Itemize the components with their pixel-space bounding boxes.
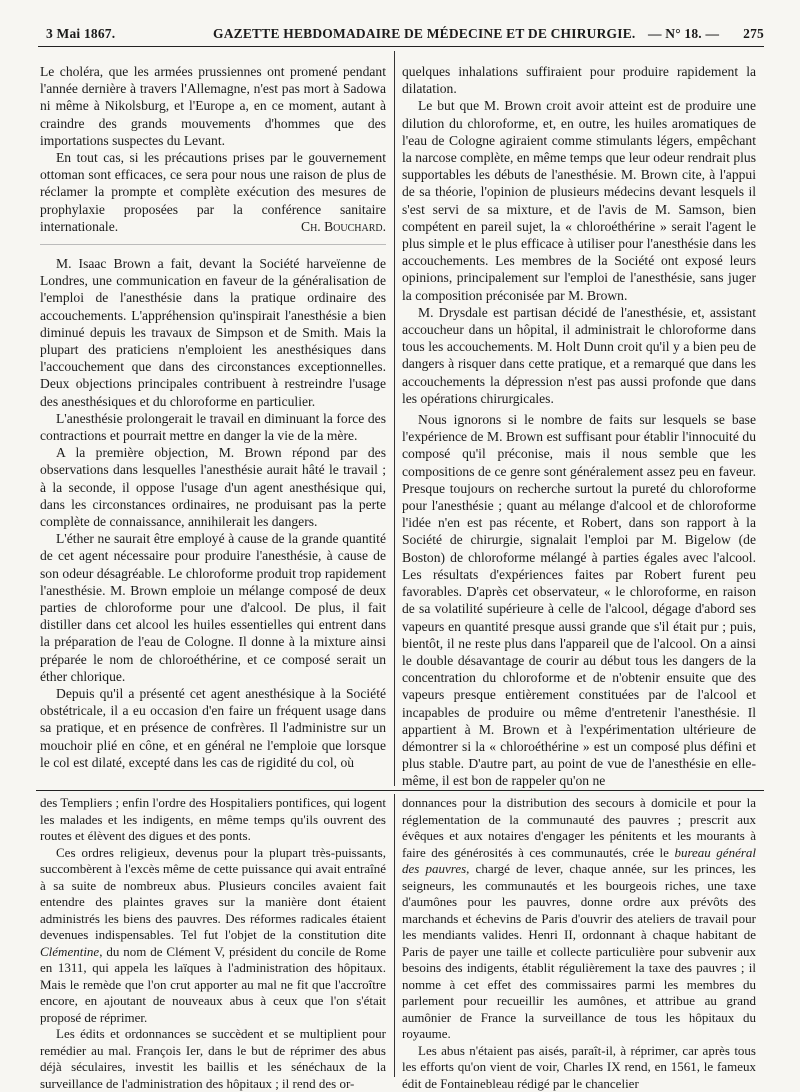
paragraph: [402, 795, 756, 1043]
paragraph: Le but que M. Brown croit avoir atteint est de produire une dilution du chloroforme, et, en outre, les huiles aromatiques de l'eau de Cologne agiraient comme stimulants légers, empêchant la narcose complète, en même temps que leur odeur rendrait plus supportables les débuts de l'anesthésie. M. Brown cite, à l'appui de sa théorie, l'opinion de plusieurs médecins devant lesquels il s'est servi de sa mixture, et de l'avis de M. Samson, bien compétent en pareil sujet, la « chloroéthérine » serait l'agent le plus simple et le plus efficace à utiliser pour l'anesthésie dans les accouchements. Les membres de la Société ont exposé leurs opinions, principalement sur l'emploi de l'anesthésie, sans juger la composition préconisée par M. Brown.: [402, 97, 756, 303]
running-header: [38, 26, 764, 46]
paragraph-text: Ces ordres religieux, devenus pour la plupart très-puissants, succombèrent à l'excès même de cette puissance qui avait entraîné à sa suite de nombreux abus. Plusieurs conciles avaient fait entendre des plaintes graves sur la manière dont étaient administrés les biens des pauvres. Des réformes radicales étaient devenues indispensables. Tel fut l'objet de la constitution dite: [40, 845, 386, 943]
header-page-number: 275: [743, 26, 764, 42]
paragraph-text: , du nom de Clément V, président du concile de Rome en 1311, qui appela les laïques à l'administration des hôpitaux. Mais le remède que l'on crut apporter au mal ne fit que l'accroître encore, en ajoutant de nouveaux abus à ceux que l'on s'était proposé de réprimer.: [40, 944, 386, 1025]
paragraph: Les édits et ordonnances se succèdent et se multiplient pour remédier au mal. François Ier, dans le but de réprimer des abus déjà séculaires, investit les baillis et les sénéchaux de la surveillance de l'administration des hôpitaux ; il rend des or-: [40, 1026, 386, 1092]
header-title: GAZETTE HEBDOMADAIRE DE MÉDECINE ET DE CHIRURGIE.: [213, 26, 636, 42]
paragraph: M. Drysdale est partisan décidé de l'anesthésie, et, assistant accoucheur dans un hôpital, il administrait le chloroforme dans tous les accouchements. M. Holt Dunn croit qu'il y a bien peu de dangers à risquer dans cette pratique, et a remarqué que dans les accouchements la dépression n'est pas aussi profonde que dans les opérations chirurgicales.: [402, 304, 756, 407]
anesthesia-article-left: [40, 255, 386, 786]
paragraph-text: , chargé de lever, chaque année, sur les princes, les seigneurs, les communautés et les bourgeois riches, une taxe d'aumônes pour les pauvres, donne ordre aux prévôts des marchands et échevins de Paris d'ouvrir des ateliers de travail pour les mendiants valides. Henri II, ordonnant à chaque habitant de Paris de payer une taille et collecte particulière pour subvenir aux besoins des indigents, établit régulièrement la taxe des pauvres ; il nomme à cet effet des commissaires parmi les membres du parlement pour recueillir les aumônes, et attribue au grand aumônier de France la surveillance de tous les hôpitaux du royaume.: [402, 861, 756, 1041]
paragraph: L'anesthésie prolongerait le travail en diminuant la force des contractions et pourrait mettre en danger la vie de la mère.: [40, 410, 386, 444]
paragraph: A la première objection, M. Brown répond par des observations dans lesquelles l'anesthésie aurait hâté le travail ; à la seconde, il oppose l'usage d'un agent anesthésique qui, dans les circonstances ordinaires, ne produisant pas la perte complète de connaissance, annihilerait les dangers.: [40, 444, 386, 530]
author-signature: Ch. Bouchard.: [301, 218, 386, 235]
column-divider: [394, 794, 395, 1077]
paragraph: Les abus n'étaient pas aisés, paraît-il, à réprimer, car après tous les efforts qu'on vient de voir, Charles IX rend, en 1561, le fameux édit de Fontainebleau rédigé par le chancelier: [402, 1043, 756, 1092]
paragraph: Nous ignorons si le nombre de faits sur lesquels se base l'expérience de M. Brown est suffisant pour établir l'innocuité du composé qu'il préconise, mais il nous semble que les compositions de ce genre sont généralement assez peu en faveur. Presque toujours on recherche surtout la pureté du chloroforme pour l'anesthésie ; quant au mélange d'alcool et de chloroforme l'idée n'en est pas récente, et Robert, dans son rapport à la Société de chirurgie, signalait l'emploi par M. Bigelow (de Boston) de chloroforme mélangé à parties égales avec l'alcool. Les résultats d'expériences faites par Robert furent peu favorables. D'après cet observateur, « le chloroforme, en raison de sa volatilité supérieure à celle de l'alcool, dégage d'abord ses vapeurs en quantité presque aussi grande que s'il était pur ; puis, bientôt, il ne reste plus dans l'appareil que de l'alcool. On a ainsi le double désavantage de courir au début tous les dangers de la concentration du chloroforme et de n'obtenir ensuite que des vapeurs presque entièrement constituées par de l'alcool et incapables de produire ou même d'entretenir l'anesthésie. Il appartient à M. Brown et à l'expérimentation ultérieure de démontrer si la « chloroéthérine » est un composé plus défini et plus stable. D'autre part, au point de vue de l'anesthésie en elle-même, il est bon de rappeler qu'on ne: [402, 411, 756, 789]
header-issue-number: — N° 18. —: [648, 26, 719, 42]
paragraph: quelques inhalations suffiraient pour produire rapidement la dilatation.: [402, 63, 756, 97]
paragraph: M. Isaac Brown a fait, devant la Société harveïenne de Londres, une communication en faveur de la généralisation de l'emploi de l'anesthésie dans la pratique ordinaire des accouchements. L'appréhension qu'inspirait l'anesthésie a bien diminué depuis les travaux de Simpson et de Smith. Mais la plupart des praticiens n'emploient les anesthésiques dans l'accouchement que dans des circonstances exceptionnelles. Deux objections principales contribuent à restreindre l'usage des anesthésiques et du chloroforme en particulier.: [40, 255, 386, 410]
header-date: 3 Mai 1867.: [46, 26, 115, 42]
paragraph: Depuis qu'il a présenté cet agent anesthésique à la Société obstétricale, il a eu occasion d'en faire un fréquent usage dans sa pratique, et en présence de confrères. Il l'administre sur un mouchoir plié en cône, et en général ne l'emploie que lorsque le col est dilaté, excepté dans les cas de rigidité du col, où: [40, 685, 386, 771]
paragraph: des Templiers ; enfin l'ordre des Hospitaliers pontifices, qui logent les malades et les indigents, en même temps qu'ils ouvrent des routes et élèvent des digues et des ponts.: [40, 795, 386, 845]
feuilleton-rule: [36, 790, 764, 791]
paragraph-text: donnances pour la distribution des secours à domicile et pour la réglementation de la communauté des pauvres ; prescrit aux évêques et aux notaires d'engager les pénitents et les mourants à faire des générosités à ces communautés, crée le: [402, 795, 756, 860]
feuilleton-left: [40, 795, 386, 1077]
feuilleton-right: [402, 795, 756, 1077]
paragraph: L'éther ne saurait être employé à cause de la grande quantité de cet agent nécessaire pour produire l'anesthésie, à cause de son odeur désagréable. Le chloroforme produit trop rapidement l'anesthésie. M. Brown emploie un mélange composé de deux parties de chloroforme pour une d'alcool. De plus, il fait distiller dans cet alcool les huiles essentielles qui entrent dans la préparation de l'eau de Cologne. Il donne à la mixture ainsi préparée le nom de chloroéthérine, et ce composé serait un éther chlorique.: [40, 530, 386, 685]
paragraph: [40, 149, 386, 235]
column-divider: [394, 51, 395, 786]
paragraph-text: En tout cas, si les précautions prises par le gouvernement ottoman sont efficaces, ce sera pour nous une raison de plus de réclamer la prompte et complète exécution des mesures de prophylaxie proposées par la conférence sanitaire internationale.: [40, 150, 386, 234]
anesthesia-article-right: [402, 63, 756, 786]
section-separator: [40, 244, 386, 245]
cholera-article-end: [40, 63, 386, 228]
italic-term: bureau général des pauvres: [402, 845, 756, 877]
italic-term: Clémentine: [40, 944, 99, 959]
paragraph: Le choléra, que les armées prussiennes ont promené pendant l'année dernière à travers l'Allemagne, n'est pas mort à Sadowa ni même à Nikolsburg, et l'Europe a, en ce moment, autant à craindre des grands mouvements d'hommes que des importations suspectes du Levant.: [40, 63, 386, 149]
header-rule: [38, 46, 764, 47]
paragraph: [40, 845, 386, 1027]
